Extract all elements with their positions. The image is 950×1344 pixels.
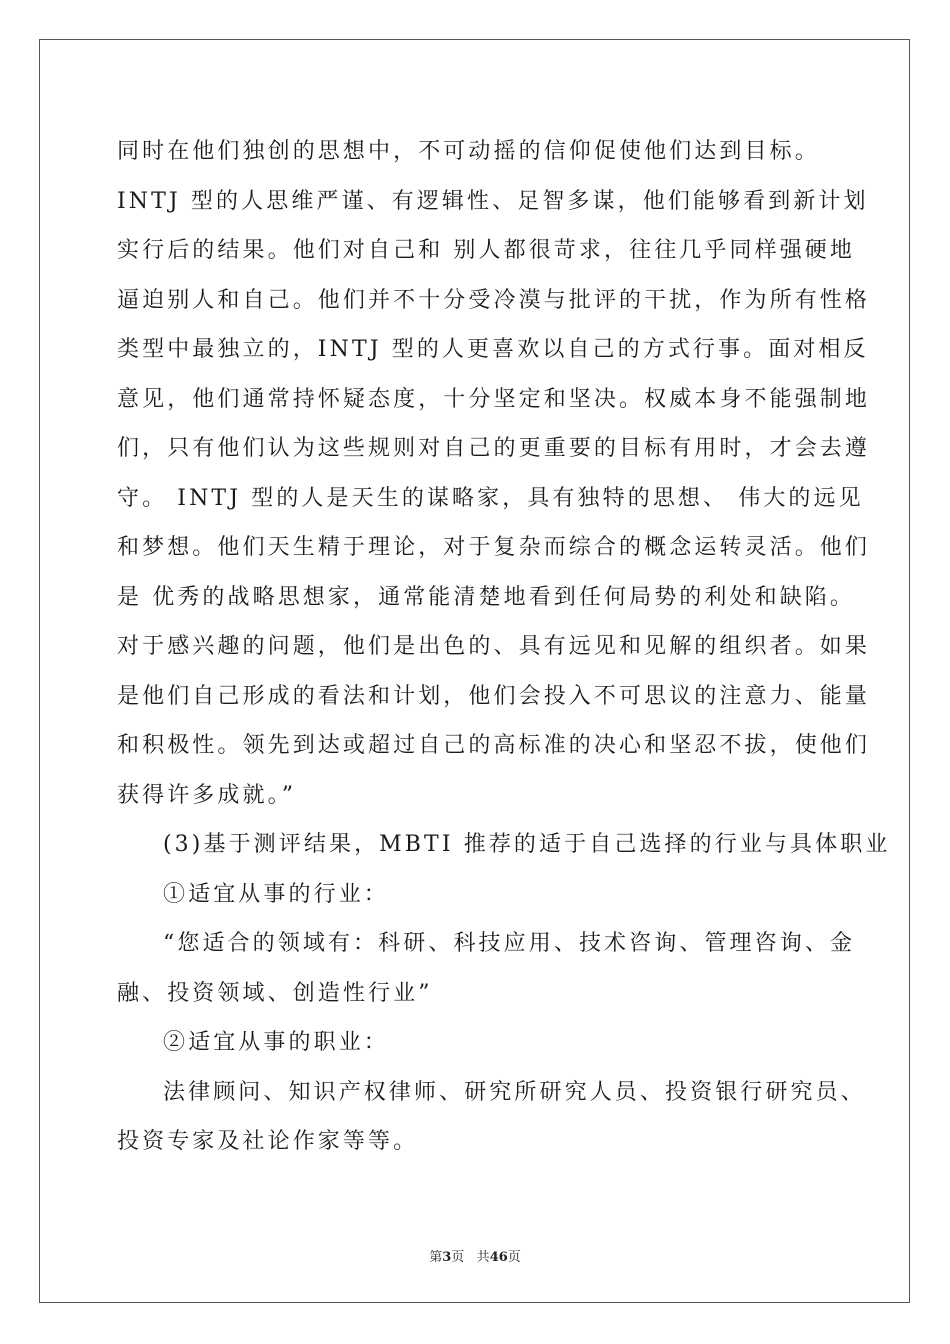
industry-text-continued: 融、投资领域、创造性行业”	[117, 980, 433, 1006]
paragraph-line: 和积极性。领先到达或超过自己的高标准的决心和坚忍不拔，使他们	[117, 733, 871, 758]
footer-prefix: 第	[429, 1250, 443, 1265]
paragraph-line: 们，只有他们认为这些规则对自己的更重要的目标有用时，才会去遵	[117, 436, 871, 461]
total-pages: 46	[489, 1250, 508, 1265]
paragraph-line: 是他们自己形成的看法和计划，他们会投入不可思议的注意力、能量	[117, 683, 871, 709]
paragraph-line: 守。 INTJ 型的人是天生的谋略家，具有独特的思想、 伟大的远见	[117, 485, 864, 511]
paragraph-line: INTJ 型的人思维严谨、有逻辑性、足智多谋，他们能够看到新计划	[117, 188, 869, 214]
footer-total-prefix: 共	[476, 1250, 490, 1265]
career-text: 法律顾问、知识产权律师、研究所研究人员、投资银行研究员、	[163, 1079, 866, 1105]
paragraph-line: 类型中最独立的，INTJ 型的人更喜欢以自己的方式行事。面对相反	[117, 337, 869, 362]
industry-label: ①适宜从事的行业：	[163, 881, 389, 907]
paragraph-line: 对于感兴趣的问题，他们是出色的、具有远见和见解的组织者。如果	[117, 634, 871, 659]
page-footer	[0, 1246, 950, 1265]
industry-text: “您适合的领域有：科研、科技应用、技术咨询、管理咨询、金	[163, 931, 856, 956]
career-label: ②适宜从事的职业：	[163, 1030, 389, 1055]
paragraph-line: 实行后的结果。他们对自己和 别人都很苛求，往往几乎同样强硬地	[117, 238, 855, 263]
footer-page-suffix: 页	[451, 1250, 465, 1265]
document-body	[117, 127, 891, 1167]
paragraph-line: 逼迫别人和自己。他们并不十分受冷漠与批评的干扰，作为所有性格	[117, 287, 871, 313]
paragraph-line: 获得许多成就。”	[117, 782, 297, 808]
paragraph-line: 和梦想。他们天生精于理论，对于复杂而综合的概念运转灵活。他们	[117, 535, 871, 560]
career-text-continued: 投资专家及社论作家等等。	[117, 1129, 419, 1154]
paragraph-line: 意见，他们通常持怀疑态度，十分坚定和坚决。权威本身不能强制地	[117, 386, 871, 412]
footer-total-suffix: 页	[507, 1250, 521, 1265]
section-heading: (3)基于测评结果，MBTI 推荐的适于自己选择的行业与具体职业	[163, 832, 891, 857]
page-number: 3	[442, 1250, 452, 1265]
paragraph-line: 同时在他们独创的思想中，不可动摇的信仰促使他们达到目标。	[117, 139, 820, 164]
paragraph-line: 是 优秀的战略思想家，通常能清楚地看到任何局势的利处和缺陷。	[117, 584, 855, 610]
